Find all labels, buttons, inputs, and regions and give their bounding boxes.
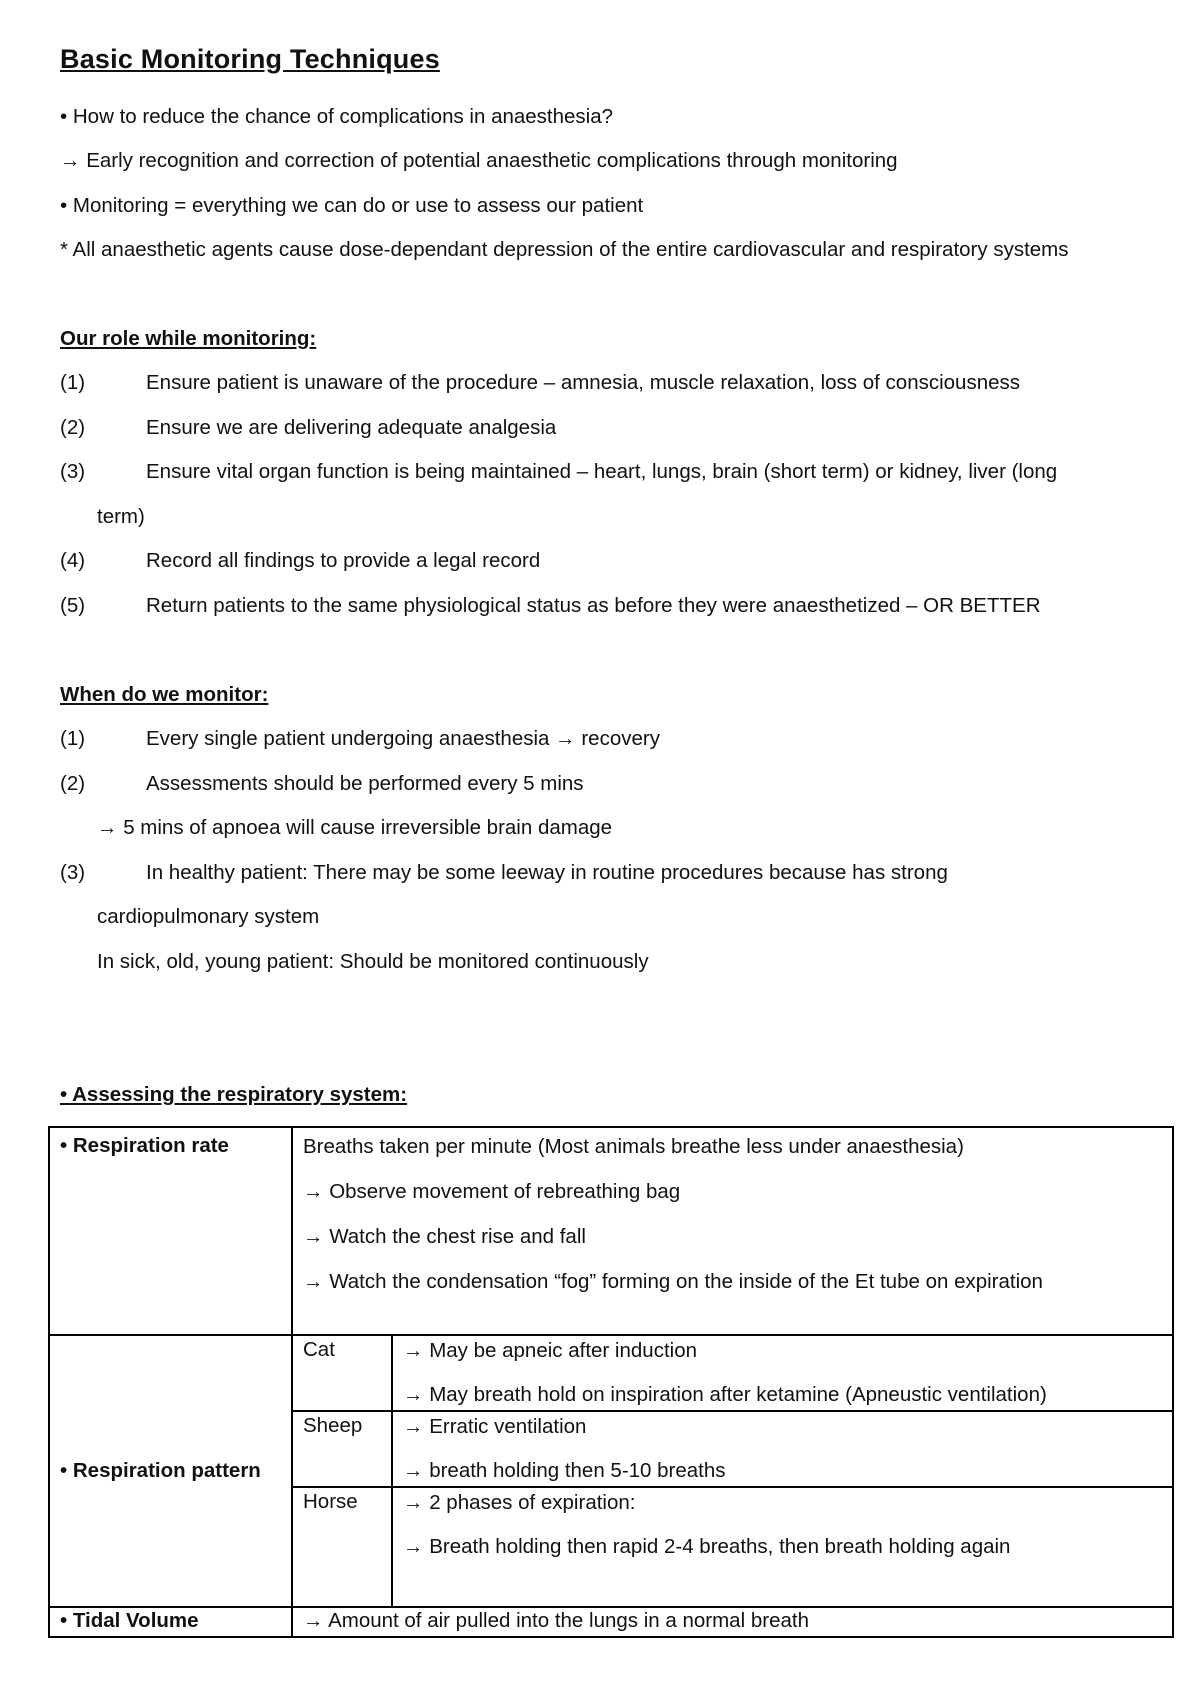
role-item-text: Record all findings to provide a legal record [146,549,541,572]
row-content-cell [292,1127,1173,1335]
role-item-number: (1) [60,371,86,394]
pattern-line: → 2 phases of expiration: [403,1491,636,1514]
pattern-line: → May breath hold on inspiration after ketamine (Apneustic ventilation) [403,1383,1047,1406]
row-label-cell [49,1607,292,1637]
role-item-text: Return patients to the same physiological status as before they were anaesthetized – OR BETTER [146,594,1041,617]
respiratory-heading: • Assessing the respiratory system: [60,1083,408,1106]
animal-name: Cat [303,1338,335,1361]
row-content-cell [292,1607,1173,1637]
role-item-continuation: term) [97,505,145,528]
rate-line: Breaths taken per minute (Most animals breathe less under anaesthesia) [303,1135,964,1158]
respiratory-table [48,1126,1174,1638]
animal-cell [292,1411,392,1487]
when-item-extra: In sick, old, young patient: Should be monitored continuously [97,950,649,973]
role-item-number: (3) [60,460,86,483]
when-item-number: (1) [60,727,86,750]
intro-line: • How to reduce the chance of complications in anaesthesia? [60,105,614,128]
table-row [49,1335,1173,1411]
role-item-text: Ensure patient is unaware of the procedure – amnesia, muscle relaxation, loss of consciousness [146,371,1021,394]
pattern-line: → May be apneic after induction [403,1339,697,1362]
animal-name: Horse [303,1490,358,1513]
respiration-rate-label: • Respiration rate [60,1134,229,1157]
animal-detail-cell [392,1335,1173,1411]
when-item-subline: → 5 mins of apnoea will cause irreversible brain damage [97,816,613,839]
animal-detail-cell [392,1411,1173,1487]
rate-line: → Watch the chest rise and fall [303,1225,586,1248]
pattern-line: → Breath holding then rapid 2-4 breaths, then breath holding again [403,1535,1011,1558]
when-item-text: Every single patient undergoing anaesthesia → recovery [146,727,660,750]
role-item-text: Ensure vital organ function is being maintained – heart, lungs, brain (short term) or kidney, liver (long [146,460,1058,483]
rate-line: → Watch the condensation “fog” forming on the inside of the Et tube on expiration [303,1270,1043,1293]
rate-line: → Observe movement of rebreathing bag [303,1180,681,1203]
pattern-line: → breath holding then 5-10 breaths [403,1459,726,1482]
when-item-continuation: cardiopulmonary system [97,905,320,928]
intro-line: • Monitoring = everything we can do or use to assess our patient [60,194,644,217]
table-row [49,1127,1173,1335]
role-item-number: (2) [60,416,86,439]
animal-cell [292,1335,392,1411]
table-row [49,1607,1173,1637]
tidal-volume-text: → Amount of air pulled into the lungs in a normal breath [303,1609,809,1632]
role-item-number: (5) [60,594,86,617]
role-item-text: Ensure we are delivering adequate analgesia [146,416,557,439]
when-heading: When do we monitor: [60,683,269,706]
when-item-text: Assessments should be performed every 5 mins [146,772,584,795]
when-item-number: (2) [60,772,86,795]
page-title: Basic Monitoring Techniques [60,44,440,74]
animal-cell [292,1487,392,1607]
animal-detail-cell [392,1487,1173,1607]
intro-line: * All anaesthetic agents cause dose-dependant depression of the entire cardiovascular and respiratory systems [60,238,1069,261]
role-item-number: (4) [60,549,86,572]
row-label-cell [49,1127,292,1335]
tidal-volume-label: • Tidal Volume [60,1609,199,1632]
pattern-line: → Erratic ventilation [403,1415,587,1438]
row-label-cell [49,1335,292,1607]
when-item-text: In healthy patient: There may be some leeway in routine procedures because has strong [146,861,948,884]
when-item-number: (3) [60,861,86,884]
role-heading: Our role while monitoring: [60,327,317,350]
animal-name: Sheep [303,1414,363,1437]
respiration-pattern-label: • Respiration pattern [60,1459,261,1482]
intro-line: → Early recognition and correction of potential anaesthetic complications through monitoring [60,149,898,172]
